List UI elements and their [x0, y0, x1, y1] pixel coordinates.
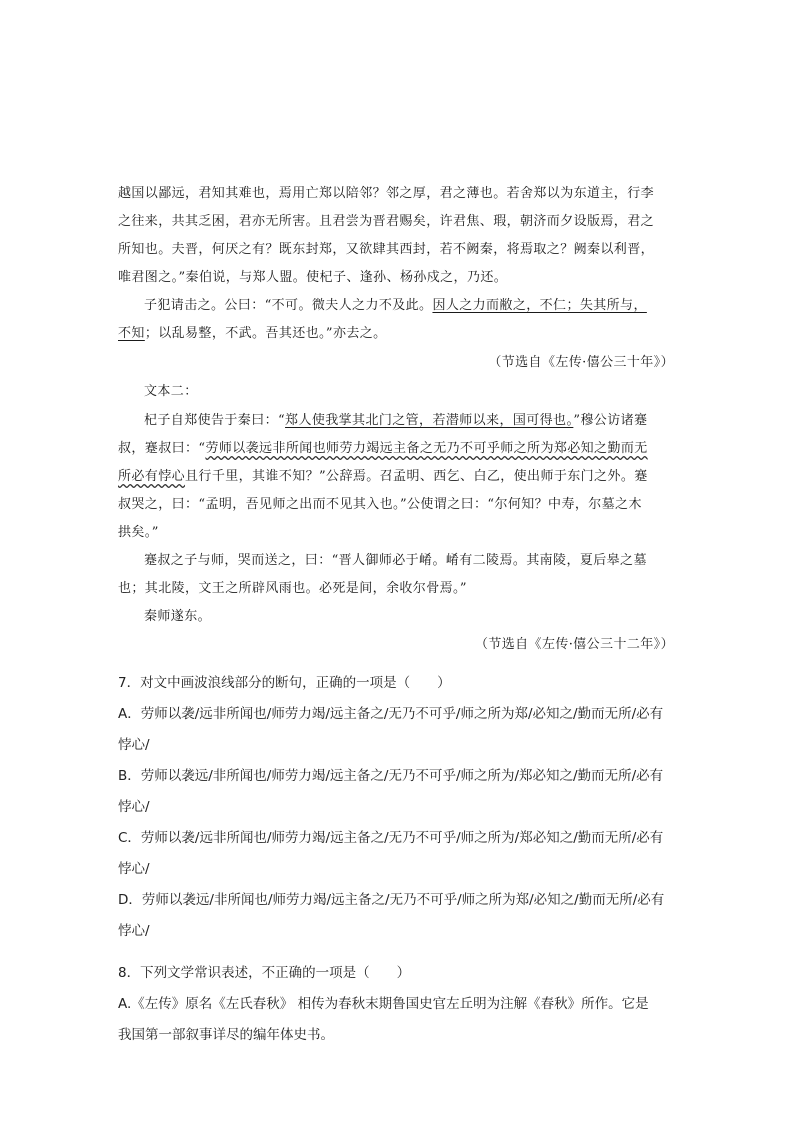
- text-line: 也；其北陵，文王之所辟风雨也。必死是间，余收尔骨焉。”: [118, 581, 467, 596]
- underlined-sentence: 郑人使我掌其北门之管，若潜师以来，国可得也。: [285, 413, 574, 428]
- option-c-cont: 悖心/: [118, 861, 150, 877]
- text1-paragraph-2: [118, 292, 678, 348]
- text-line: 越国以鄙远，君知其难也，焉用亡郑以陪邻？邻之厚，君之薄也。若舍郑以为东道主，行李: [118, 186, 655, 201]
- text2-paragraph-3: [118, 603, 678, 631]
- text-line: 所知也。夫晋，何厌之有？既东封郑，又欲肆其西封，若不阙秦，将焉取之？阙秦以利晋，: [118, 242, 655, 257]
- option-a: A.《左传》原名《左氏春秋》 相传为春秋末期鲁国史官左丘明为注解《春秋》所作。它是: [118, 996, 649, 1012]
- option-c: C．劳师以袭/远非所闻也/师劳力竭/远主备之/无乃不可乎/师之所为/郑必知之/勤而无所/必有: [118, 830, 664, 846]
- wavy-underlined-sentence: 所必有悖心: [118, 469, 186, 484]
- question-stem: 8．下列文学常识表述，不正确的一项是（ ）: [118, 965, 411, 981]
- text-line: [118, 463, 678, 491]
- text-line: 拱矣。”: [118, 525, 159, 540]
- option-a: A．劳师以袭/远非所闻也/师劳力竭/远主备之/无乃不可乎/师之所为郑/必知之/勤而无所/必有: [118, 706, 664, 722]
- wavy-underlined-sentence: 劳师以袭远非所闻也师劳力竭远主备之无乃不可乎师之所为郑必知之勤而无: [205, 441, 648, 456]
- text-span: ”穆公访诸蹇: [573, 413, 648, 428]
- section-heading: 文本二：: [144, 384, 198, 399]
- text-span: 杞子自郑使告于秦曰：“: [144, 413, 286, 428]
- text-line: 秦师遂东。: [144, 609, 212, 624]
- text-line: [118, 407, 678, 435]
- text-line: [118, 435, 678, 463]
- option-b: B．劳师以袭远/非所闻也/师劳力竭/远主备之/无乃不可乎/师之所为/郑必知之/勤而无所/必有: [118, 768, 664, 784]
- text2-source: [118, 631, 678, 659]
- question-stem: 7．对文中画波浪线部分的断句，正确的一项是（ ）: [118, 675, 451, 691]
- text2-heading: [118, 378, 678, 406]
- text-span: 叔，蹇叔曰：“: [118, 441, 206, 456]
- underlined-sentence: 不知: [118, 326, 145, 341]
- text2-paragraph-2: [118, 547, 678, 603]
- text-line: 之往来，共其乏困，君亦无所害。且君尝为晋君赐矣，许君焦、瑕，朝济而夕设版焉，君之: [118, 214, 655, 229]
- text1-paragraph: [118, 180, 678, 292]
- option-b-cont: 悖心/: [118, 799, 150, 815]
- text-line: [118, 292, 678, 320]
- option-a-cont: 悖心/: [118, 737, 150, 753]
- question-8: [118, 958, 678, 1051]
- option-d-cont: 悖心/: [118, 923, 150, 939]
- question-7: [118, 668, 678, 947]
- source-note: （节选自《左传·僖公三十年》）: [488, 355, 674, 370]
- text-line: [118, 320, 678, 348]
- text-span: ；以乱易整，不武。吾其还也。”亦去之。: [144, 326, 387, 341]
- text2-paragraph-1: [118, 407, 678, 547]
- text-line: 叔哭之，曰：“孟明，吾见师之出而不见其入也。”公使谓之曰：“尔何知？中寿，尔墓之木: [118, 497, 642, 512]
- text-line: 唯君图之。”秦伯说，与郑人盟。使杞子、逢孙、杨孙戍之，乃还。: [118, 270, 508, 285]
- underlined-sentence: 因人之力而敝之，不仁；失其所与，: [432, 298, 647, 313]
- text-span: 子犯请击之。公曰：“不可。微夫人之力不及此。: [144, 298, 433, 313]
- option-d: D．劳师以袭远/非所闻也/师劳力竭/远主备之/无乃不可乎/师之所为郑/必知之/勤而无所/必有: [118, 892, 665, 908]
- text-line: 蹇叔之子与师，哭而送之，曰：“晋人御师必于崤。崤有二陵焉。其南陵，夏后皋之墓: [144, 553, 647, 568]
- source-note: （节选自《左传·僖公三十二年》）: [474, 637, 674, 652]
- text1-source: [118, 349, 678, 377]
- option-a-cont: 我国第一部叙事详尽的编年体史书。: [118, 1027, 334, 1043]
- text-span: 且行千里，其谁不知？”公辞焉。召孟明、西乞、白乙，使出师于东门之外。蹇: [185, 469, 648, 484]
